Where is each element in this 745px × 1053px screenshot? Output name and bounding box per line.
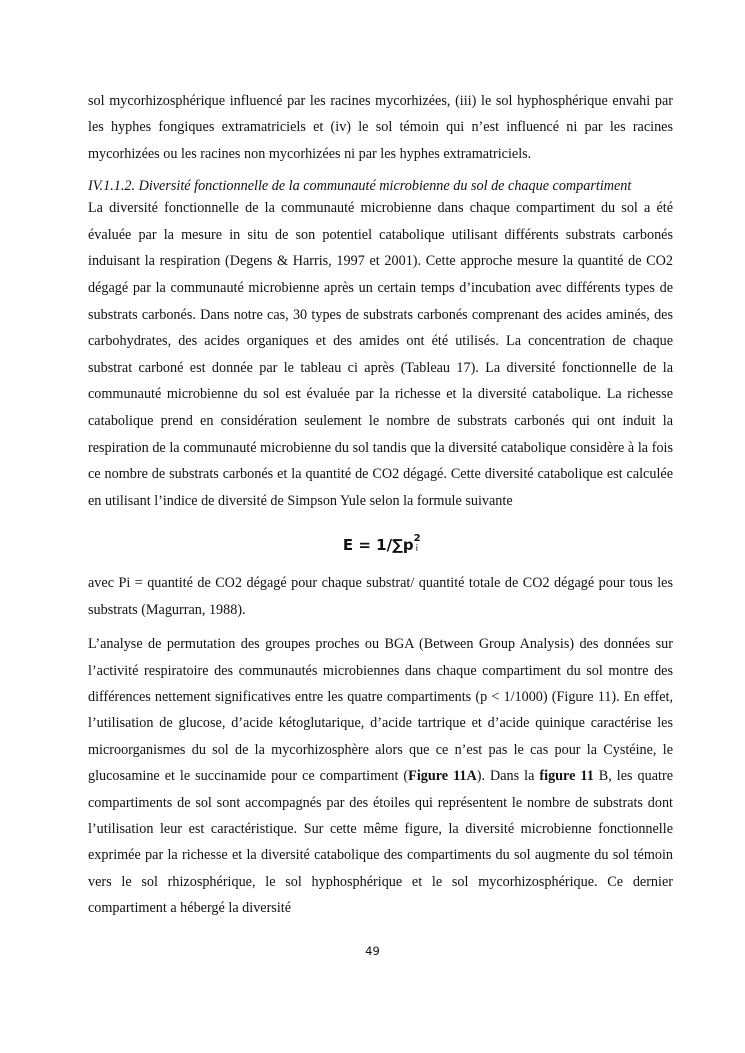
document-page	[88, 88, 673, 922]
paragraph-results	[88, 631, 673, 921]
page-number: 49	[365, 944, 380, 958]
paragraph-formula-definition: avec Pi = quantité de CO2 dégagé pour chaque substrat/ quantité totale de CO2 dégagé pour tous les substrats (Magurran, 1988).	[88, 575, 673, 618]
results-text-3: B, les quatre compartiments de sol sont accompagnés par des étoiles qui représentent le nombre de substrats dont l’utilisation leur est caractéristique. Sur cette même figure, la diversité microbienne fonctionnelle exprimée par la richesse et la diversité catabolique des compartiments du sol augmente du sol témoin vers le sol rhizosphérique, le sol hyphosphérique et le sol mycorhizosphérique. Ce dernier compartiment a hébergé la diversité	[88, 768, 673, 917]
section-heading: IV.1.1.2. Diversité fonctionnelle de la communauté microbienne du sol de chaque compartiment	[88, 178, 632, 195]
paragraph-intro: sol mycorhizosphérique influencé par les racines mycorhizées, (iii) le sol hyphosphérique envahi par les hyphes fongiques extramatriciels et (iv) le sol témoin qui n’est influencé ni par les racines mycorhizées ou les racines non mycorhizées ni par les hyphes extramatriciels.	[88, 93, 673, 162]
formula-subscript: i	[415, 544, 419, 555]
results-text-1: L’analyse de permutation des groupes proches ou BGA (Between Group Analysis) des données sur l’activité respiratoire des communautés microbiennes dans chaque compartiment du sol montre des différences nettement significatives entre les quatre compartiments (p < 1/1000) (Figure 11). En effet, l’utilisation de glucose, d’acide kétoglutarique, d’acide tartrique et d’acide quinique caractérise les microorganismes du sol de la mycorhizosphère alors que ce n’est pas le cas pour la Cystéine, le glucosamine et le succinamide pour ce compartiment (	[88, 636, 673, 785]
results-bold-figure-11a: Figure 11A	[408, 768, 477, 785]
formula-main: E = 1/∑p	[342, 536, 414, 555]
simpson-formula	[88, 524, 673, 564]
paragraph-method: La diversité fonctionnelle de la communauté microbienne dans chaque compartiment du sol a été évaluée par la mesure in situ de son potentiel catabolique utilisant différents substrats carbonés induisant la respiration (Degens & Harris, 1997 et 2001). Cette approche mesure la quantité de CO2 dégagé par la communauté microbienne après un certain temps d’incubation avec différents types de substrats carbonés. Dans notre cas, 30 types de substrats carbonés comprenant des acides aminés, des carbohydrates, des acides organiques et des amides ont été utilisés. La concentration de chaque substrat carboné est donnée par le tableau ci après (Tableau 17). La diversité fonctionnelle de la communauté microbienne du sol est évaluée par la richesse et la diversité catabolique. La richesse catabolique prend en considération seulement le nombre de substrats carbonés qui ont induit la respiration de la communauté microbienne du sol tandis que la diversité catabolique considère à la fois ce nombre de substrats carbonés et la quantité de CO2 dégagé. Cette diversité catabolique est calculée en utilisant l’indice de diversité de Simpson Yule selon la formule suivante	[88, 200, 673, 509]
results-text-2: ). Dans la	[476, 768, 540, 785]
results-bold-figure-11: figure 11	[539, 768, 594, 785]
formula-superscript: 2	[413, 533, 421, 545]
